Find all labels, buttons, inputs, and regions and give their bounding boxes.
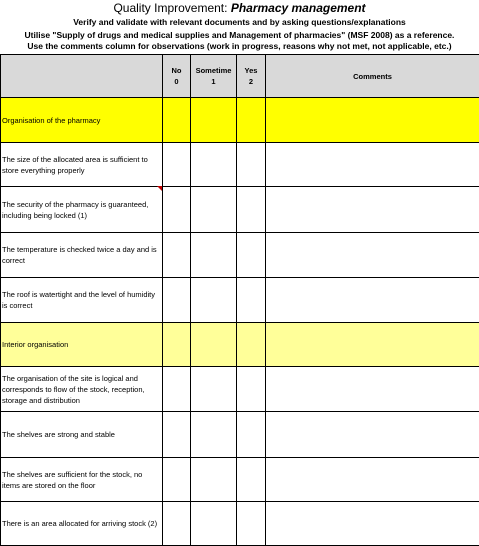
no-cell[interactable] — [163, 458, 191, 502]
table-row — [1, 278, 479, 323]
question-cell: There is an area allocated for arriving stock (2) — [1, 502, 163, 546]
sometime-cell[interactable] — [191, 502, 237, 546]
table-row — [1, 143, 479, 187]
question-cell: The shelves are sufficient for the stock, no items are stored on the floor — [1, 458, 163, 502]
sometime-cell[interactable] — [191, 98, 237, 143]
no-cell[interactable] — [163, 187, 191, 233]
comments-column-header: Comments — [266, 55, 479, 98]
question-cell: The organisation of the site is logical and corresponds to flow of the stock, reception, storage and distribution — [1, 367, 163, 412]
no-cell[interactable] — [163, 323, 191, 367]
comment-indicator-icon[interactable] — [157, 186, 162, 191]
table-row — [1, 233, 479, 278]
no-column-header — [163, 55, 191, 98]
yes-label: Yes — [245, 66, 258, 75]
comments-cell[interactable] — [266, 187, 479, 233]
yes-cell[interactable] — [237, 98, 266, 143]
yes-cell[interactable] — [237, 458, 266, 502]
no-cell[interactable] — [163, 502, 191, 546]
sometime-cell[interactable] — [191, 187, 237, 233]
table-row — [1, 367, 479, 412]
yes-cell[interactable] — [237, 323, 266, 367]
section-row — [1, 323, 479, 367]
sometime-column-header — [191, 55, 237, 98]
question-cell: The security of the pharmacy is guaranteed, including being locked (1) — [1, 187, 163, 233]
table-row — [1, 187, 479, 233]
yes-score: 2 — [249, 77, 253, 86]
no-cell[interactable] — [163, 98, 191, 143]
sometime-cell[interactable] — [191, 323, 237, 367]
yes-cell[interactable] — [237, 187, 266, 233]
sometime-cell[interactable] — [191, 143, 237, 187]
table-row — [1, 412, 479, 458]
no-score: 0 — [174, 77, 178, 86]
yes-cell[interactable] — [237, 412, 266, 458]
no-cell[interactable] — [163, 233, 191, 278]
comments-cell[interactable] — [266, 98, 479, 143]
sometime-score: 1 — [211, 77, 215, 86]
title-emphasis: Pharmacy management — [231, 1, 366, 15]
table-row — [1, 502, 479, 546]
yes-cell[interactable] — [237, 502, 266, 546]
section-title: Interior organisation — [1, 323, 163, 367]
question-header — [1, 55, 163, 98]
yes-cell[interactable] — [237, 233, 266, 278]
no-cell[interactable] — [163, 367, 191, 412]
comments-cell[interactable] — [266, 143, 479, 187]
comments-cell[interactable] — [266, 278, 479, 323]
table-row — [1, 458, 479, 502]
checklist-table — [0, 54, 479, 546]
question-cell: The size of the allocated area is sufficient to store everything properly — [1, 143, 163, 187]
sometime-cell[interactable] — [191, 233, 237, 278]
yes-cell[interactable] — [237, 367, 266, 412]
sometime-cell[interactable] — [191, 412, 237, 458]
question-cell: The shelves are strong and stable — [1, 412, 163, 458]
table-header-row — [1, 55, 479, 98]
yes-column-header — [237, 55, 266, 98]
instruction-line-1: Verify and validate with relevant documents and by asking questions/explanations — [0, 17, 479, 27]
instruction-line-2: Utilise "Supply of drugs and medical supplies and Management of pharmacies" (MSF 2008) as a reference. — [0, 30, 479, 40]
comments-cell[interactable] — [266, 502, 479, 546]
sometime-label: Sometime — [196, 66, 232, 75]
title-prefix: Quality Improvement: — [113, 1, 230, 15]
comments-cell[interactable] — [266, 367, 479, 412]
sometime-cell[interactable] — [191, 458, 237, 502]
page-title — [0, 1, 479, 15]
yes-cell[interactable] — [237, 278, 266, 323]
comments-cell[interactable] — [266, 323, 479, 367]
section-row — [1, 98, 479, 143]
question-cell: The temperature is checked twice a day and is correct — [1, 233, 163, 278]
sometime-cell[interactable] — [191, 278, 237, 323]
no-cell[interactable] — [163, 412, 191, 458]
comments-cell[interactable] — [266, 412, 479, 458]
section-title: Organisation of the pharmacy — [1, 98, 163, 143]
comments-cell[interactable] — [266, 233, 479, 278]
sometime-cell[interactable] — [191, 367, 237, 412]
comments-cell[interactable] — [266, 458, 479, 502]
no-label: No — [172, 66, 182, 75]
instruction-line-3: Use the comments column for observations (work in progress, reasons why not met, not applicable, etc.) — [0, 41, 479, 51]
question-cell: The roof is watertight and the level of humidity is correct — [1, 278, 163, 323]
no-cell[interactable] — [163, 278, 191, 323]
no-cell[interactable] — [163, 143, 191, 187]
yes-cell[interactable] — [237, 143, 266, 187]
document-header — [0, 0, 479, 54]
